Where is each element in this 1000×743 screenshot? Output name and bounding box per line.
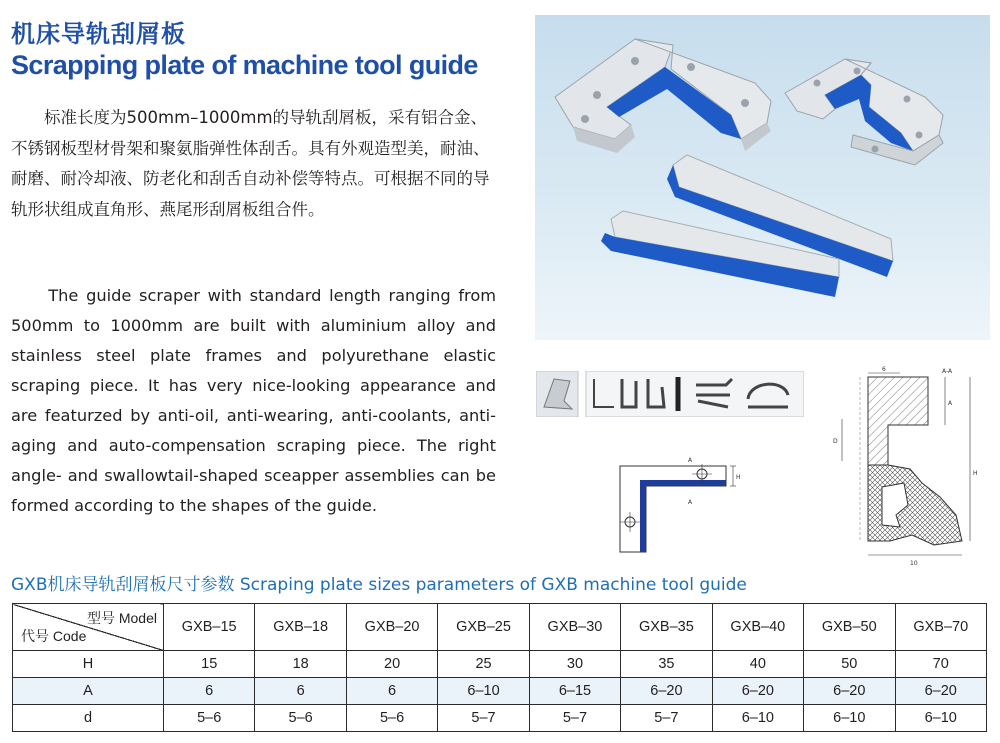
table-cell: 40 xyxy=(712,651,803,678)
table-cell: 6–20 xyxy=(804,678,895,705)
model-header: GXB–30 xyxy=(529,604,620,651)
table-cell: 30 xyxy=(529,651,620,678)
dim-h-label-front: H xyxy=(736,474,741,481)
description-cn: 标准长度为500mm–1000mm的导轨刮屑板，采有铝合金、不锈钢板型材骨架和聚氨脂弹性体刮舌。具有外观造型美，耐油、耐磨、耐冷却液、防老化和刮舌自动补偿等特点。可根据不同的导轨形状组成直角形、燕尾形刮屑板组合件。 xyxy=(11,108,490,219)
dim-h-label: H xyxy=(973,470,978,477)
table-header-row xyxy=(13,604,987,651)
page-title-en: Scrapping plate of machine tool guide xyxy=(11,50,478,80)
model-header: GXB–70 xyxy=(895,604,987,651)
section-label: A-A xyxy=(942,368,953,375)
swallowtail-scraper xyxy=(785,59,943,165)
model-header: GXB–18 xyxy=(255,604,346,651)
table-cell: 6–10 xyxy=(438,678,529,705)
arrow-label-bottom: A xyxy=(688,499,693,506)
table-cell: 5–6 xyxy=(346,705,437,732)
arrow-label-top: A xyxy=(688,457,693,464)
table-cell: 5–7 xyxy=(621,705,712,732)
model-header: GXB–25 xyxy=(438,604,529,651)
section-view-drawing xyxy=(830,365,995,570)
table-cell: 5–7 xyxy=(529,705,620,732)
model-header: GXB–35 xyxy=(621,604,712,651)
table-cell: 6 xyxy=(164,678,255,705)
table-row-a xyxy=(13,678,987,705)
model-header: GXB–20 xyxy=(346,604,437,651)
row-code: H xyxy=(13,651,164,678)
table-cell: 6 xyxy=(346,678,437,705)
product-photo xyxy=(535,15,990,340)
table-cell: 6–10 xyxy=(804,705,895,732)
table-cell: 6–15 xyxy=(529,678,620,705)
row-code: A xyxy=(13,678,164,705)
table-cell: 25 xyxy=(438,651,529,678)
section-view-svg xyxy=(830,365,995,570)
table-cell: 5–6 xyxy=(164,705,255,732)
table-cell: 6 xyxy=(255,678,346,705)
table-cell: 5–7 xyxy=(438,705,529,732)
table-cell: 35 xyxy=(621,651,712,678)
table-cell: 6–20 xyxy=(621,678,712,705)
table-cell: 18 xyxy=(255,651,346,678)
dim-6-label: 6 xyxy=(882,366,886,373)
model-header: GXB–15 xyxy=(164,604,255,651)
table-cell: 6–10 xyxy=(712,705,803,732)
page-title-cn: 机床导轨刮屑板 xyxy=(11,20,186,48)
table-cell: 6–20 xyxy=(895,678,987,705)
table-row-d xyxy=(13,705,987,732)
table-cell: 6–20 xyxy=(712,678,803,705)
model-header: GXB–40 xyxy=(712,604,803,651)
table-cell: 6–10 xyxy=(895,705,987,732)
profile-sections-strip xyxy=(536,371,804,417)
description-en: The guide scraper with standard length ranging from 500mm to 1000mm are built with aluminium alloy and stainless steel plate frames and polyurethane elastic scraping piece. It has very nice-looking appearance and are featurzed by anti-oil, anti-wearing, anti-coolants, anti-aging and auto-compensation scraping piece. The right angle- and swallowtail-shaped sceapper assemblies can be formed according to the shapes of the guide. xyxy=(11,286,496,515)
table-corner-cell xyxy=(13,604,164,651)
dim-d-label: D xyxy=(833,438,838,445)
table-cell: 50 xyxy=(804,651,895,678)
dim-a-label: A xyxy=(948,400,953,407)
row-code: d xyxy=(13,705,164,732)
table-cell: 20 xyxy=(346,651,437,678)
corner-code-label: 代号 Code xyxy=(21,628,87,644)
table-cell: 15 xyxy=(164,651,255,678)
dim-10-label: 10 xyxy=(910,560,918,567)
profile-sections xyxy=(536,371,804,417)
front-view-drawing xyxy=(610,452,745,564)
table-row-h xyxy=(13,651,987,678)
model-header: GXB–50 xyxy=(804,604,895,651)
table-cell: 70 xyxy=(895,651,987,678)
front-view-svg xyxy=(610,452,745,564)
scraper-assemblies-illustration xyxy=(535,15,990,340)
spec-table xyxy=(12,603,987,732)
right-angle-scraper xyxy=(555,39,771,153)
corner-model-label: 型号 Model xyxy=(86,610,157,626)
table-cell: 5–6 xyxy=(255,705,346,732)
table-title: GXB机床导轨刮屑板尺寸参数 Scraping plate sizes parameters of GXB machine tool guide xyxy=(11,575,747,595)
